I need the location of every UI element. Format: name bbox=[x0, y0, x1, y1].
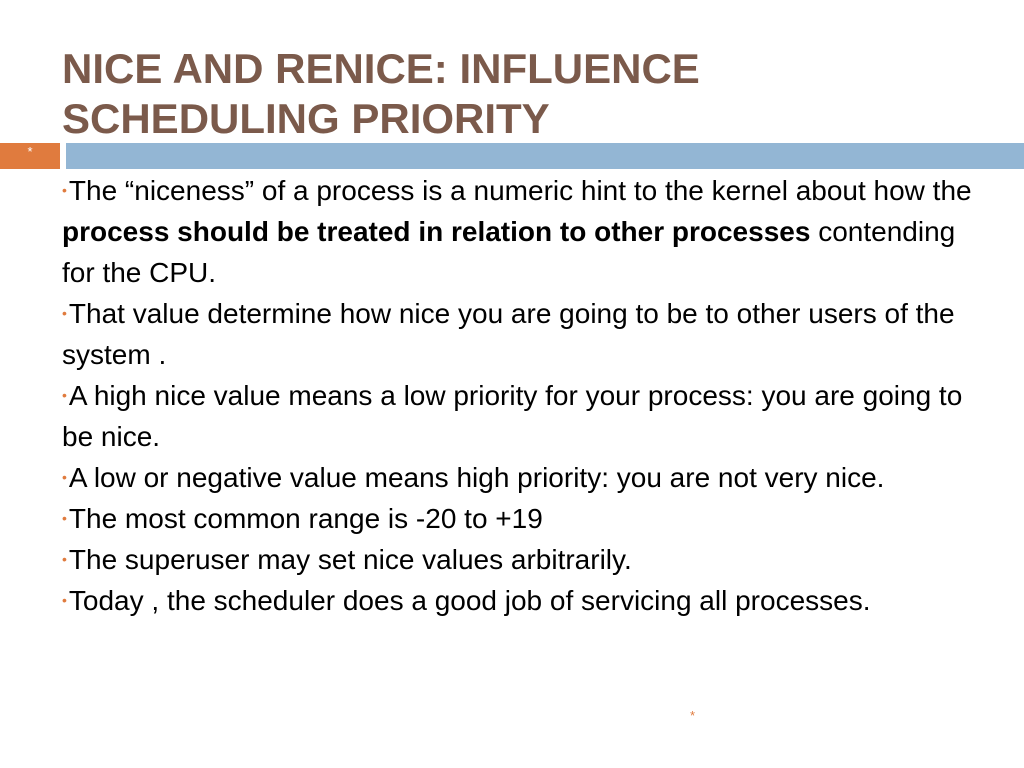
accent-blue-bar bbox=[66, 143, 1024, 169]
bullet-item bbox=[62, 457, 982, 498]
bullet-text: A low or negative value means high priority: you are not very nice. bbox=[68, 462, 885, 493]
bullet-text: Today , the scheduler does a good job of servicing all processes. bbox=[68, 585, 871, 616]
bullet-text: The most common range is -20 to +19 bbox=[68, 503, 543, 534]
bullet-dot-icon: • bbox=[62, 469, 67, 485]
bullet-dot-icon: • bbox=[62, 182, 67, 198]
slide-title-line: NICE AND RENICE: INFLUENCE bbox=[62, 45, 700, 92]
bullet-text: A high nice value means a low priority for your process: you are going to be nice. bbox=[62, 380, 963, 452]
slide-number-marker: * bbox=[690, 708, 696, 723]
bullet-text-bold: process should be treated in relation to other processes bbox=[62, 216, 811, 247]
slide-title-line: SCHEDULING PRIORITY bbox=[62, 95, 550, 142]
bullet-text: That value determine how nice you are going to be to other users of the system . bbox=[62, 298, 955, 370]
bullet-item bbox=[62, 498, 982, 539]
bullet-item bbox=[62, 375, 982, 457]
bullet-item bbox=[62, 170, 982, 293]
accent-band bbox=[0, 143, 1024, 169]
bullet-dot-icon: • bbox=[62, 510, 67, 526]
bullet-dot-icon: • bbox=[62, 551, 67, 567]
bullet-item bbox=[62, 539, 982, 580]
bullet-text: The “niceness” of a process is a numeric hint to the kernel about how the bbox=[68, 175, 972, 206]
bullet-dot-icon: • bbox=[62, 387, 67, 403]
bullet-dot-icon: • bbox=[62, 592, 67, 608]
slide-title bbox=[62, 44, 962, 144]
bullet-text: The superuser may set nice values arbitrarily. bbox=[68, 544, 632, 575]
bullet-item bbox=[62, 293, 982, 375]
bullet-text: contending for the CPU. bbox=[62, 216, 956, 288]
bullet-dot-icon: • bbox=[62, 305, 67, 321]
bullet-item bbox=[62, 580, 982, 621]
accent-orange-block: * bbox=[0, 143, 60, 169]
bullet-list bbox=[62, 170, 982, 621]
